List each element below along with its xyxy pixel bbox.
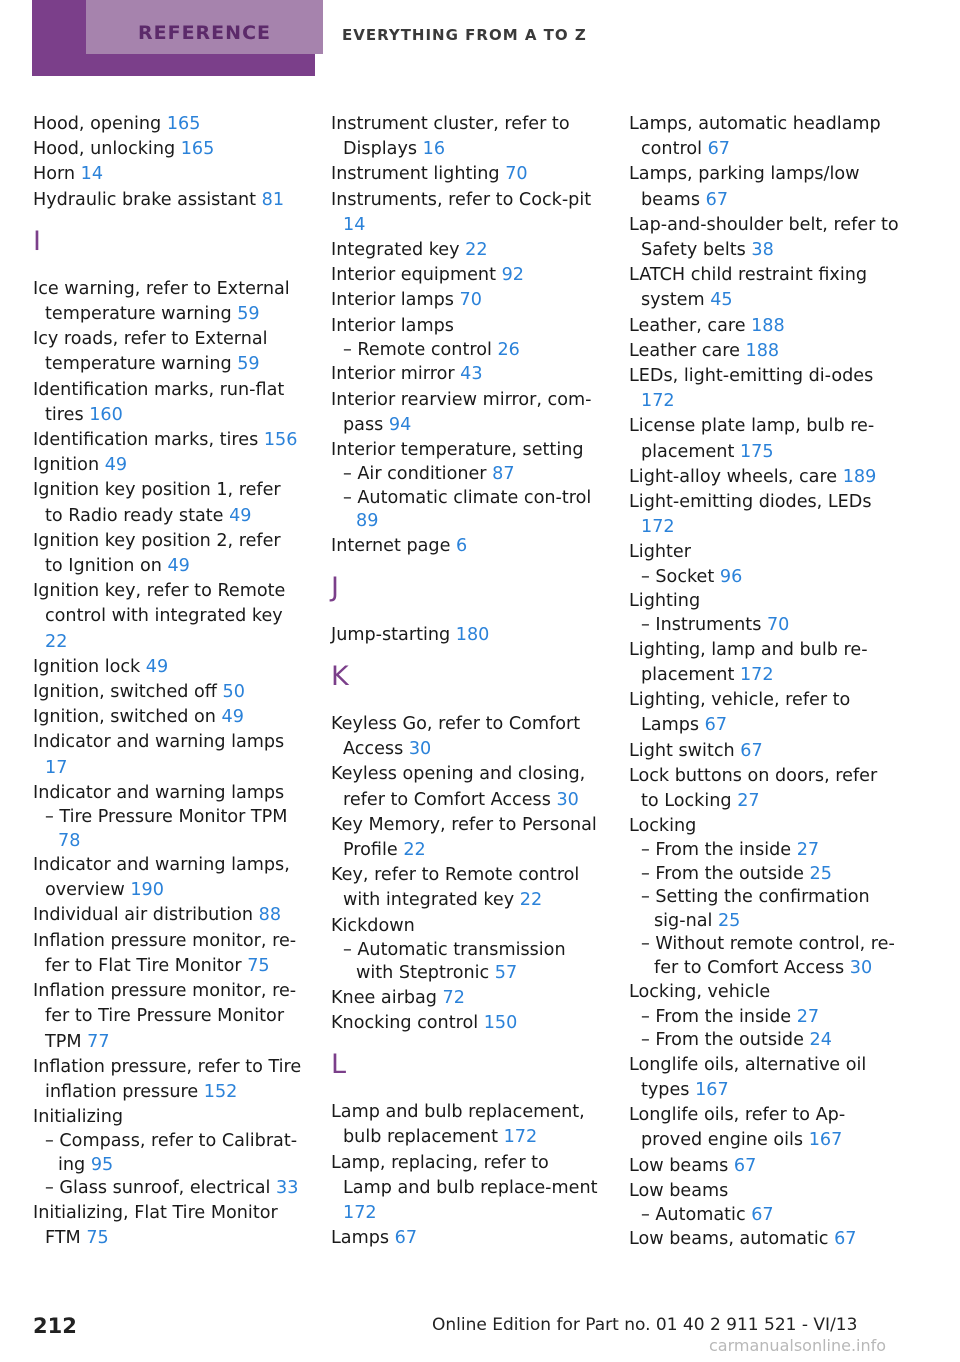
- page-title: EVERYTHING FROM A TO Z: [342, 26, 587, 44]
- index-entry: Lamps, automatic headlamp control 67: [629, 114, 881, 160]
- index-entry: Lighter: [629, 542, 691, 563]
- index-entry: Leather, care 188: [629, 315, 785, 336]
- page-link[interactable]: 6: [456, 535, 468, 556]
- page-link[interactable]: 45: [710, 290, 733, 311]
- page-link[interactable]: 92: [501, 265, 524, 286]
- index-subentry: – From the inside 27: [641, 840, 820, 861]
- index-column-2: [331, 112, 601, 1252]
- index-entry: Lamp and bulb replacement, bulb replacement 172: [331, 1102, 585, 1148]
- index-entry: Ignition, switched off 50: [33, 682, 245, 703]
- page-link[interactable]: 70: [505, 164, 528, 185]
- index-subentry: – Remote control 26: [343, 339, 520, 360]
- index-subentry: – Setting the confirmation sig-nal 25: [641, 887, 870, 931]
- page-link[interactable]: 22: [465, 240, 488, 261]
- index-entry: Identification marks, tires 156: [33, 430, 298, 451]
- page-link[interactable]: 152: [203, 1081, 238, 1102]
- letter-heading: I: [33, 225, 41, 257]
- index-entry: Low beams, automatic 67: [629, 1229, 857, 1250]
- page-link[interactable]: 25: [717, 910, 741, 931]
- index-subentry: – From the inside 27: [641, 1006, 820, 1027]
- index-entry: Ignition key position 1, refer to Radio ready state 49: [33, 480, 281, 526]
- page-link[interactable]: 27: [796, 840, 820, 861]
- page-link[interactable]: 67: [707, 139, 730, 160]
- index-entry: Indicator and warning lamps, overview 190: [33, 855, 290, 901]
- page-link[interactable]: 96: [719, 566, 743, 587]
- page-link[interactable]: 25: [809, 863, 832, 884]
- index-entry: Interior equipment 92: [331, 265, 524, 286]
- page-link[interactable]: 78: [58, 830, 81, 851]
- index-entry: License plate lamp, bulb re-placement 175: [629, 416, 875, 462]
- index-subentry: – Tire Pressure Monitor TPM 78: [45, 807, 288, 851]
- index-entry: Longlife oils, refer to Ap-proved engine oils 167: [629, 1105, 846, 1151]
- page-link[interactable]: 188: [751, 315, 785, 336]
- index-entry: Identification marks, run-flat tires 160: [33, 379, 285, 425]
- page-link[interactable]: 30: [556, 789, 579, 810]
- edition-footer: Online Edition for Part no. 01 40 2 911 521 - VI/13: [432, 1315, 858, 1335]
- page-link[interactable]: 57: [494, 963, 518, 984]
- page-link[interactable]: 172: [503, 1127, 538, 1148]
- index-entry: Lamps 67: [331, 1228, 418, 1249]
- index-entry: Ignition 49: [33, 455, 128, 476]
- index-entry: Horn 14: [33, 164, 104, 185]
- page-link[interactable]: 172: [641, 391, 675, 412]
- page-link[interactable]: 49: [229, 505, 252, 526]
- page-link[interactable]: 50: [222, 682, 245, 703]
- index-subentry: – Instruments 70: [641, 615, 790, 636]
- page-link[interactable]: 33: [276, 1178, 299, 1199]
- page-link[interactable]: 49: [167, 556, 190, 577]
- page-link[interactable]: 70: [766, 615, 790, 636]
- index-entry: Indicator and warning lamps 17: [33, 732, 285, 778]
- index-entry: Instruments, refer to Cock-pit 14: [331, 189, 592, 235]
- watermark: carmanualsonline.info: [709, 1336, 887, 1355]
- page-link[interactable]: 26: [497, 339, 520, 360]
- index-subentry: – Socket 96: [641, 566, 743, 587]
- index-entry: Light switch 67: [629, 740, 763, 761]
- index-entry: Instrument cluster, refer to Displays 16: [331, 114, 570, 160]
- letter-heading: L: [331, 1049, 347, 1081]
- page-link[interactable]: 175: [739, 441, 774, 462]
- page-link[interactable]: 67: [740, 740, 763, 761]
- index-entry: Light-alloy wheels, care 189: [629, 466, 877, 487]
- page-link[interactable]: 22: [519, 890, 543, 911]
- page-number: 212: [33, 1314, 77, 1338]
- index-entry: Key, refer to Remote control with integrated key 22: [331, 865, 580, 911]
- index-entry: Locking: [629, 816, 697, 837]
- index-subentry: – Air conditioner 87: [343, 464, 515, 485]
- page-link[interactable]: 30: [849, 957, 873, 978]
- index-entry: Interior lamps: [331, 315, 454, 336]
- page-link[interactable]: 156: [263, 430, 298, 451]
- page-link[interactable]: 88: [258, 905, 282, 926]
- index-subentry: – Automatic transmission with Steptronic 57: [343, 939, 566, 984]
- letter-heading: J: [331, 571, 339, 603]
- index-entry: Lap-and-shoulder belt, refer to Safety belts 38: [629, 214, 899, 261]
- index-entry: Longlife oils, alternative oil types 167: [629, 1054, 867, 1100]
- index-entry: Instrument lighting 70: [331, 164, 528, 185]
- index-entry: Icy roads, refer to External temperature warning 59: [33, 329, 268, 375]
- index-subentry: – From the outside 24: [641, 1030, 832, 1051]
- index-column-3: [629, 112, 899, 1253]
- page-link[interactable]: 27: [796, 1006, 820, 1027]
- page-link[interactable]: 49: [104, 455, 128, 476]
- index-entry: Interior temperature, setting: [331, 439, 584, 460]
- index-entry: Lighting: [629, 591, 701, 612]
- index-entry: Keyless Go, refer to Comfort Access 30: [331, 714, 581, 760]
- page-link[interactable]: 160: [89, 404, 123, 425]
- page-link[interactable]: 72: [442, 987, 465, 1008]
- index-entry: LEDs, light-emitting di-odes 172: [629, 366, 874, 412]
- index-entry: LATCH child restraint fixing system 45: [629, 265, 868, 311]
- page-link[interactable]: 43: [460, 364, 483, 385]
- page-link[interactable]: 59: [237, 354, 260, 375]
- index-entry: Individual air distribution 88: [33, 905, 282, 926]
- index-entry: Internet page 6: [331, 535, 468, 556]
- index-entry: Low beams 67: [629, 1155, 757, 1176]
- page-link[interactable]: 49: [221, 707, 244, 728]
- index-column-1: [33, 112, 303, 1251]
- page-link[interactable]: 14: [343, 214, 366, 235]
- index-entry: Lock buttons on doors, refer to Locking 27: [629, 765, 878, 812]
- index-entry: Ignition lock 49: [33, 656, 169, 677]
- page-link[interactable]: 67: [751, 1204, 774, 1225]
- page-link[interactable]: 150: [483, 1013, 518, 1034]
- page-link[interactable]: 165: [166, 114, 201, 134]
- page-link[interactable]: 24: [809, 1030, 832, 1051]
- page-link[interactable]: 38: [751, 240, 774, 261]
- page-link[interactable]: 67: [394, 1228, 418, 1249]
- page-link[interactable]: 70: [459, 290, 482, 311]
- index-entry: Knee airbag 72: [331, 987, 465, 1008]
- index-entry: Jump-starting 180: [331, 624, 490, 645]
- index-entry: Integrated key 22: [331, 240, 488, 261]
- index-entry: Initializing, Flat Tire Monitor FTM 75: [33, 1202, 278, 1249]
- index-entry: Inflation pressure monitor, re-fer to Flat Tire Monitor 75: [33, 930, 297, 976]
- page-link[interactable]: 30: [408, 739, 432, 760]
- page-link[interactable]: 95: [90, 1154, 114, 1175]
- index-entry: Low beams: [629, 1180, 729, 1201]
- page-link[interactable]: 172: [739, 665, 774, 686]
- index-entry: Hood, opening 165: [33, 114, 201, 134]
- index-entry: Lamp, replacing, refer to Lamp and bulb replace-ment 172: [331, 1152, 598, 1224]
- index-entry: Ignition, switched on 49: [33, 707, 244, 728]
- page-link[interactable]: 67: [733, 1155, 757, 1176]
- page-link[interactable]: 89: [356, 511, 379, 532]
- index-entry: Locking, vehicle: [629, 982, 771, 1003]
- index-subentry: – From the outside 25: [641, 863, 832, 884]
- index-entry: Interior mirror 43: [331, 364, 483, 385]
- page-link[interactable]: 59: [237, 304, 260, 325]
- section-label: REFERENCE: [86, 0, 323, 54]
- letter-heading: K: [331, 661, 349, 693]
- page-link[interactable]: 67: [834, 1229, 857, 1250]
- index-entry: Leather care 188: [629, 340, 780, 361]
- page-link[interactable]: 172: [343, 1203, 377, 1224]
- index-entry: Indicator and warning lamps: [33, 782, 285, 803]
- page-link[interactable]: 167: [808, 1130, 843, 1151]
- page-link[interactable]: 87: [492, 464, 515, 485]
- index-entry: Interior rearview mirror, com-pass 94: [331, 389, 592, 435]
- page-link[interactable]: 75: [247, 955, 270, 976]
- index-subentry: – Automatic 67: [641, 1204, 774, 1225]
- index-entry: Light-emitting diodes, LEDs 172: [629, 492, 872, 538]
- index-entry: Hood, unlocking 165: [33, 139, 215, 160]
- index-entry: Hydraulic brake assistant 81: [33, 189, 285, 210]
- page-link[interactable]: 67: [704, 715, 728, 736]
- index-entry: Ice warning, refer to External temperature warning 59: [33, 278, 290, 325]
- page-link[interactable]: 81: [261, 189, 285, 210]
- page-link[interactable]: 14: [80, 164, 104, 185]
- page-link[interactable]: 165: [180, 139, 215, 160]
- index-entry: Initializing: [33, 1107, 124, 1128]
- index-entry: Key Memory, refer to Personal Profile 22: [331, 814, 597, 861]
- index-entry: Ignition key position 2, refer to Ignition on 49: [33, 530, 281, 577]
- header-tab: [32, 0, 315, 76]
- index-entry: Knocking control 150: [331, 1013, 518, 1034]
- page-link[interactable]: 27: [737, 791, 760, 812]
- page-link[interactable]: 22: [403, 840, 426, 861]
- page-link[interactable]: 17: [45, 757, 68, 778]
- page-link[interactable]: 190: [130, 880, 164, 901]
- index-entry: Keyless opening and closing, refer to Comfort Access 30: [331, 764, 586, 810]
- index-subentry: – Compass, refer to Calibrat-ing 95: [45, 1131, 298, 1175]
- page-link[interactable]: 16: [422, 139, 446, 160]
- page-link[interactable]: 49: [145, 656, 169, 677]
- index-entry: Lamps, parking lamps/low beams 67: [629, 164, 860, 210]
- index-entry: Inflation pressure, refer to Tire inflation pressure 152: [33, 1056, 302, 1102]
- index-entry: Kickdown: [331, 915, 415, 936]
- index-subentry: – Without remote control, re-fer to Comfort Access 30: [641, 934, 895, 978]
- index-entry: Inflation pressure monitor, re-fer to Tire Pressure Monitor TPM 77: [33, 981, 297, 1052]
- index-entry: Lighting, vehicle, refer to Lamps 67: [629, 690, 851, 736]
- page-link[interactable]: 67: [705, 189, 729, 210]
- page-link[interactable]: 188: [745, 340, 780, 361]
- index-entry: Interior lamps 70: [331, 290, 482, 311]
- page-link[interactable]: 77: [87, 1031, 110, 1052]
- page-link[interactable]: 75: [86, 1228, 109, 1249]
- page-link[interactable]: 167: [695, 1079, 729, 1100]
- page-link[interactable]: 189: [842, 466, 877, 487]
- page-link[interactable]: 94: [388, 414, 412, 435]
- page-link[interactable]: 180: [455, 624, 490, 645]
- page-link[interactable]: 22: [45, 631, 68, 652]
- index-entry: Lighting, lamp and bulb re-placement 172: [629, 639, 868, 686]
- index-entry: Ignition key, refer to Remote control with integrated key 22: [33, 581, 286, 652]
- index-subentry: – Automatic climate con-trol 89: [343, 487, 592, 532]
- page-link[interactable]: 172: [641, 517, 675, 538]
- index-subentry: – Glass sunroof, electrical 33: [45, 1178, 299, 1199]
